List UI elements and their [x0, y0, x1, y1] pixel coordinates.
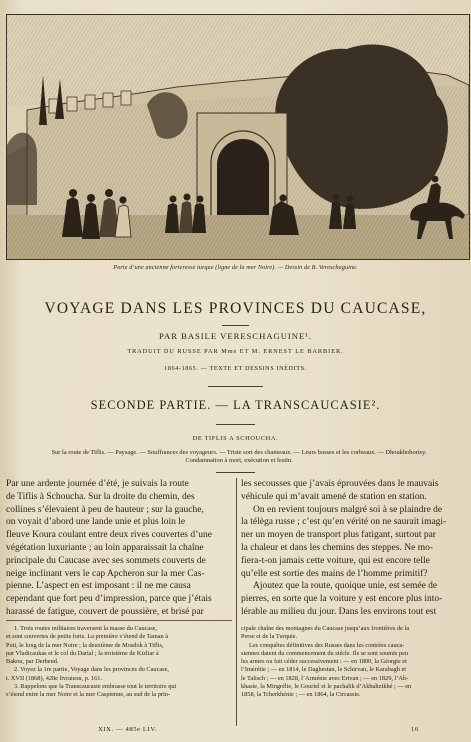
- text-line: les secousses que j’avais éprouvées dans le mauvais: [241, 479, 439, 489]
- text-line: qu’elle est sortie des mains de l’homme primitif?: [241, 568, 428, 579]
- text-line: la télèga russe ; c’est qu’en vérité on ne saurait imagi-: [241, 517, 447, 528]
- footnote-line: s’étend entre la mer Noire et la mer Caspienne, au sud de la prin-: [6, 691, 171, 699]
- translator-line: TRADUIT DU RUSSE PAR Mme ET M. ERNEST LE BARBIER.: [127, 348, 344, 355]
- summary-line: Condamnation à mort, exécution et festin.: [185, 457, 293, 465]
- text-line: lérable au milieu du jour. Dans les environs tout est: [241, 606, 437, 617]
- footnote-line: Les conquêtes définitives des Russes dans les contrées cauca-: [249, 641, 405, 649]
- footnote-line: siennes datent du commencement du siècle. Ils se sont soumis peu: [241, 649, 409, 657]
- text-column-left: [6, 478, 232, 619]
- signature-mark: XIX. — 485e LIV.: [98, 726, 158, 733]
- route-heading: DE TIFLIS A SCHOUCHA.: [192, 435, 279, 442]
- footnote-line: 2. Voyez la 1re partie, Voyage dans les provinces du Caucase,: [14, 666, 169, 674]
- engraving-caption: Porte d’une ancienne forteresse turque (ligne de la mer Noire). — Dessin de B. Vereschaguine.: [113, 264, 358, 271]
- text-line: fiera-t-on jamais cette voiture, qui est encore telle: [241, 555, 430, 566]
- article-author: PAR BASILE VERESCHAGUINE¹.: [159, 331, 312, 341]
- text-line: pienne. L’aspect en est imposant : il ne me causa: [6, 581, 191, 592]
- fortress-gate-engraving: [6, 14, 470, 260]
- text-column-right: [241, 478, 471, 619]
- text-line: on voyait d’abord une lande unie et plus loin le: [6, 517, 186, 528]
- text-line: végétation luxuriante ; au loin apparaissait la chaîne: [6, 542, 204, 553]
- footnote-line: les armes ou fait céder successivement : — en 1800, la Géorgie et: [241, 658, 407, 666]
- text-line: Par une ardente journée d’été, je suivais la route: [6, 479, 189, 489]
- footnote-line: Perse et de la Turquie.: [241, 633, 298, 641]
- footnote-line: 1. Trois routes militaires traversent la masse du Caucase,: [14, 625, 158, 632]
- dates-line: 1864-1865. — TEXTE ET DESSINS INÉDITS.: [164, 365, 307, 372]
- footnote-line: 3. Rappelons que la Transcaucasie embrasse tout le territoire qui: [14, 683, 177, 691]
- article-title: VOYAGE DANS LES PROVINCES DU CAUCASE,: [44, 300, 427, 317]
- page-number: 16: [411, 726, 419, 733]
- footnote-line: khasie, la Mingrélie, le Gouriel et le pachalik d’Akhaltzikhé ; — en: [241, 683, 412, 691]
- text-line: ner un moyen de transport plus fatigant, surtout par: [241, 530, 436, 541]
- section-rule-top: [208, 386, 263, 387]
- text-line: On en revient toujours malgré soi à se plaindre de: [253, 504, 443, 515]
- part-title: SECONDE PARTIE. — LA TRANSCAUCASIE².: [90, 398, 381, 412]
- text-line: neige inclinant vers le cap Apcheron sur la mer Cas-: [6, 568, 205, 579]
- footnotes-right: [241, 625, 471, 700]
- text-line: de Tiflis à Schoucha. Sur la droite du chemin, des: [6, 491, 195, 502]
- footnote-line: l’Imérétie ; — en 1814, le Daghestan, le Schirvan, le Karabagh et: [241, 666, 407, 674]
- engraving-drawing: [7, 15, 469, 259]
- summary-rule: [216, 472, 255, 473]
- summary-line: Sur la route de Tiflis. — Paysage. — Souffrances des voyageurs. — Triste sort des chameaux. — Leurs bosses et les corbeaux. — Dhoukhobortsy.: [51, 449, 427, 456]
- text-line: fleuve Koura coulant entre deux rives couvertes d’une: [6, 530, 213, 541]
- footnote-line: et sont couvertes de petits forts. La première s’étend de Taman à: [6, 633, 169, 641]
- footnote-line: Bakou, par Derbend.: [6, 658, 59, 666]
- column-divider: [236, 478, 237, 726]
- text-line: la chaleur et dans les chemins des steppes. Ne mo-: [241, 542, 434, 553]
- text-line: Ajoutez que la route, quoique unie, est semée de: [253, 581, 438, 592]
- chapter-summary: [10, 449, 468, 466]
- text-line: harassé de fatigue, couvert de poussière, et brisé par: [6, 606, 204, 617]
- text-line: véhicule qui m’avait amené de station en station.: [241, 491, 427, 502]
- footnote-rule: [6, 620, 232, 621]
- footnote-line: par Vladicaukas et le col du Darial ; la troisième de Kizliar à: [6, 649, 159, 657]
- text-line: collines s’élevaient à peu de hauteur ; sur la gauche,: [6, 504, 204, 515]
- footnote-line: 1858, la Tcherkhénie ; — en 1864, la Circassie.: [241, 691, 361, 699]
- text-line: pierres, en sorte que la voiture y est encore plus into-: [241, 594, 443, 605]
- section-rule-bottom: [216, 424, 255, 425]
- title-rule: [222, 325, 249, 326]
- footnote-line: le Talisch ; — en 1828, l’Arménie avec Erivan ; — en 1829, l’Ab-: [241, 674, 409, 682]
- footnote-line: cipale chaîne des montagnes du Caucase jusqu’aux frontières de la: [241, 625, 410, 632]
- footnotes-left: [6, 625, 232, 700]
- text-line: cependant que fort peu d’impression, parce que j’étais: [6, 594, 212, 605]
- text-line: principale du Caucase avec ses sommets couverts de: [6, 555, 206, 566]
- footnote-line: Poti, le long de la mer Noire ; la deuxième de Mosdok à Tiflis,: [6, 641, 164, 649]
- footnote-line: t. XVII (1868), 428e livraison, p. 161.: [6, 674, 103, 682]
